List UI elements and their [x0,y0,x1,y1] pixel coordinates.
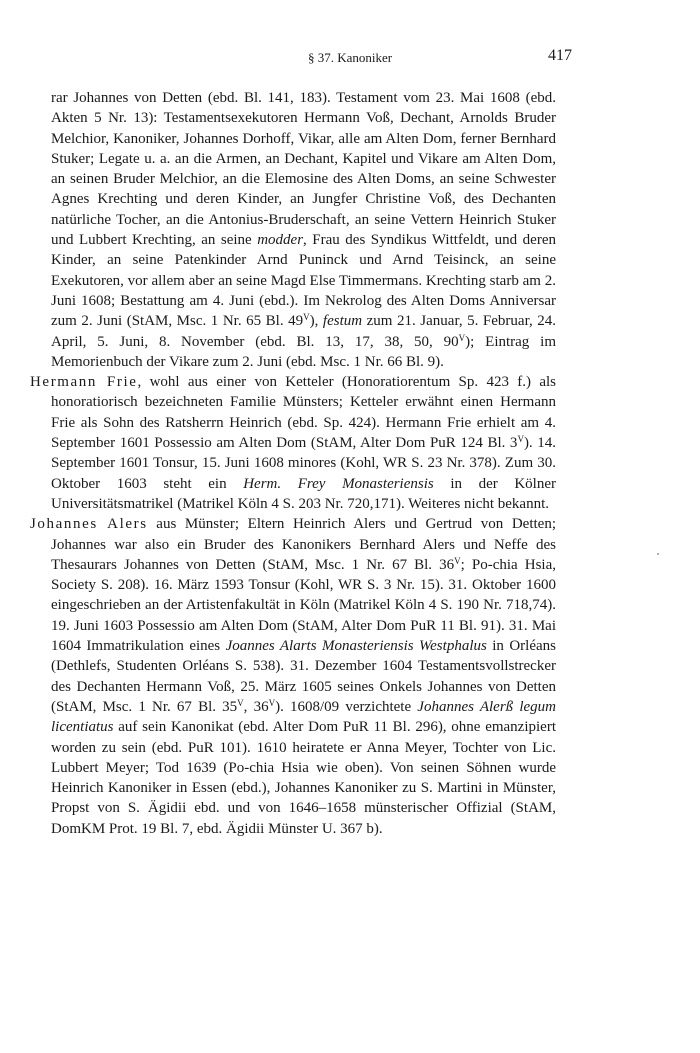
entry-text: ). 1608/09 verzichtete [275,698,418,715]
entry-name: Hermann Frie [30,374,138,391]
verso-superscript: V [454,555,461,566]
verso-superscript: V [303,312,310,323]
italic-text: Johannes Alerß legum licentiatus [51,698,556,736]
entry-text: , wohl aus einer von Ketteler (Honoratiorentum Sp. 423 f.) als honoratiorisch bezeichneten Familie Münsters; Ketteler erwähnt einen Hermann Frie als Sohn des Ratsherrn Heinrich (ebd. Sp. 424). Hermann Frie erhielt am 4. September 1601 Possessio am Alten Dom (StAM, Alter Dom PuR 124 Bl. 3 [51,374,556,452]
running-head: § 37. Kanoniker [307,50,393,65]
italic-text: Joannes Alarts Monasteriensis Westphalus [225,638,487,655]
entry-text: ). 14. September 1601 Tonsur, 15. Juni 1608 minores (Kohl, WR S. 23 Nr. 378). Zum 30. Oktober 1603 steht ein [51,435,556,492]
entry-text: zum 21. Januar, 5. Februar, 24. April, 5. Juni, 8. November (ebd. Bl. 13, 17, 38, 50, 90 [51,313,557,350]
italic-text: Herm. Frey Monasteriensis [243,475,434,492]
italic-text: festum [322,313,363,330]
entry-text: , Frau des Syndikus Wittfeldt, und deren Kinder, an seine Patenkinder Arnd Puninck und Arnd Teisinck, an seine Exekutoren, vor allem aber an seine Magd Else Timmermans. Krechting starb am 2. Juni 1608; Bestattung am 4. Juni (ebd.). Im Nekrolog des Alten Doms Anniversar zum 2. Juni (StAM, Msc. 1 Nr. 65 Bl. 49 [51,232,556,330]
entry-text: ), [309,313,323,330]
scan-speck [657,553,659,555]
page-body [30,88,556,839]
entry-johannes-alers [30,514,556,839]
entry-name: Johannes Alers [30,516,148,533]
entry-hermann-frie [30,372,556,514]
entry-text: rar Johannes von Detten (ebd. Bl. 141, 183). Testament vom 23. Mai 1608 (ebd. Akten 5 Nr. 13): Testamentsexekutoren Hermann Voß, Dechant, Arnolds Bruder Melchior, Kanoniker, Johannes Dorhoff, Vikar, alle am Alten Dom, ferner Bernhard Stuker; Legate u. a. an die Armen, an Dechant, Kapitel und Vikare am Alten Dom, an seinen Bruder Melchior, an die Elemosine des Alten Doms, an seine Schwester Agnes Krechting und deren Kinder, an Jungfer Christine Voß, des Dechanten natürliche Tocher, an die Antonius-Bruderschaft, an seine Vettern Heinrich Stuker und Lubbert Krechting, an seine [51,90,556,249]
entry-text: ; Po-chia Hsia, Society S. 208). 16. März 1593 Tonsur (Kohl, WR S. 3 Nr. 15). 31. Oktober 1600 eingeschrieben an der Artistenfakultät in Köln (Matrikel Köln 4 S. 190 Nr. 718,74). 19. Juni 1603 Possessio am Alten Dom (StAM, Alter Dom PuR 11 Bl. 91). 31. Mai 1604 Immatrikulation eines [51,556,556,655]
verso-superscript: V [517,434,524,445]
entry-text: aus Münster; Eltern Heinrich Alers und Gertrud von Detten; Johannes war also ein Bruder des Kanonikers Bernhard Alers und Neffe des Thesaurars Johannes von Detten (StAM, Msc. 1 Nr. 67 Bl. 36 [51,516,556,573]
entry-text: in Orléans (Dethlefs, Studenten Orléans S. 538). 31. Dezember 1604 Testamentsvollstrecker des Dechanten Hermann Voß, 25. März 1605 seines Onkels Johannes von Detten (StAM, Msc. 1 Nr. 67 Bl. 35 [51,638,556,715]
verso-superscript: V [237,697,244,708]
entry-text: in der Kölner Universitätsmatrikel (Matrikel Köln 4 S. 203 Nr. 720,171). Weiteres nicht bekannt. [51,475,556,512]
entry-continuation [30,88,556,372]
italic-text: modder [257,232,304,249]
entry-text: auf sein Kanonikat (ebd. Alter Dom PuR 11 Bl. 296), ohne emanzipiert worden zu sein (ebd. PuR 101). 1610 heiratete er Anna Meyer, Tochter von Lic. Lubbert Meyer; Tod 1639 (Po-chia Hsia wie oben). Von seinen Söhnen wurde Heinrich Kanoniker in Essen (ebd.), Johannes Kanoniker zu S. Martini in Münster, Propst von S. Ägidii ebd. und von 1646–1658 münsterischer Offizial (StAM, DomKM Prot. 19 Bl. 7, ebd. Ägidii Münster U. 367 b). [51,719,556,837]
verso-superscript: V [458,332,466,343]
entry-text: ); Eintrag im Memorienbuch der Vikare zum 2. Juni (ebd. Msc. 1 Nr. 66 Bl. 9). [51,333,556,370]
verso-superscript: V [268,697,276,708]
entry-text: , 36 [243,698,269,715]
page-number: 417 [548,47,572,64]
